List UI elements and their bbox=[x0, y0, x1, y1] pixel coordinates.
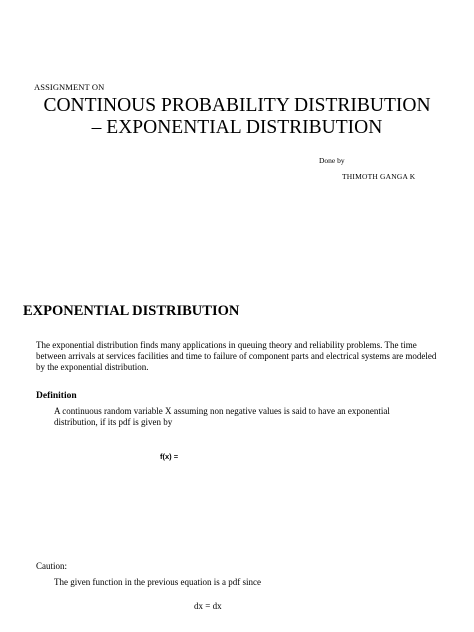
intro-paragraph: The exponential distribution finds many applications in queuing theory and reliability problems. The time between arrivals at services facilities and time to failure of component parts and electrical systems are modeled by the exponential distribution. bbox=[36, 340, 437, 373]
definition-heading: Definition bbox=[36, 391, 77, 401]
caution-paragraph: The given function in the previous equation is a pdf since bbox=[54, 577, 261, 587]
author-name: THIMOTH GANGA K bbox=[342, 172, 416, 181]
pdf-formula-label: f(x) = bbox=[160, 452, 179, 461]
assignment-label: ASSIGNMENT ON bbox=[34, 82, 105, 92]
integral-formula: dx = dx bbox=[194, 601, 222, 611]
done-by-label: Done by bbox=[319, 156, 345, 165]
caution-label: Caution: bbox=[36, 561, 67, 571]
definition-paragraph: A continuous random variable X assuming non negative values is said to have an exponential distribution, if its pdf is given by bbox=[54, 406, 390, 428]
document-title-line-1: CONTINOUS PROBABILITY DISTRIBUTION bbox=[43, 95, 431, 116]
section-heading: EXPONENTIAL DISTRIBUTION bbox=[23, 303, 240, 319]
document-title-line-2: – EXPONENTIAL DISTRIBUTION bbox=[91, 117, 383, 138]
